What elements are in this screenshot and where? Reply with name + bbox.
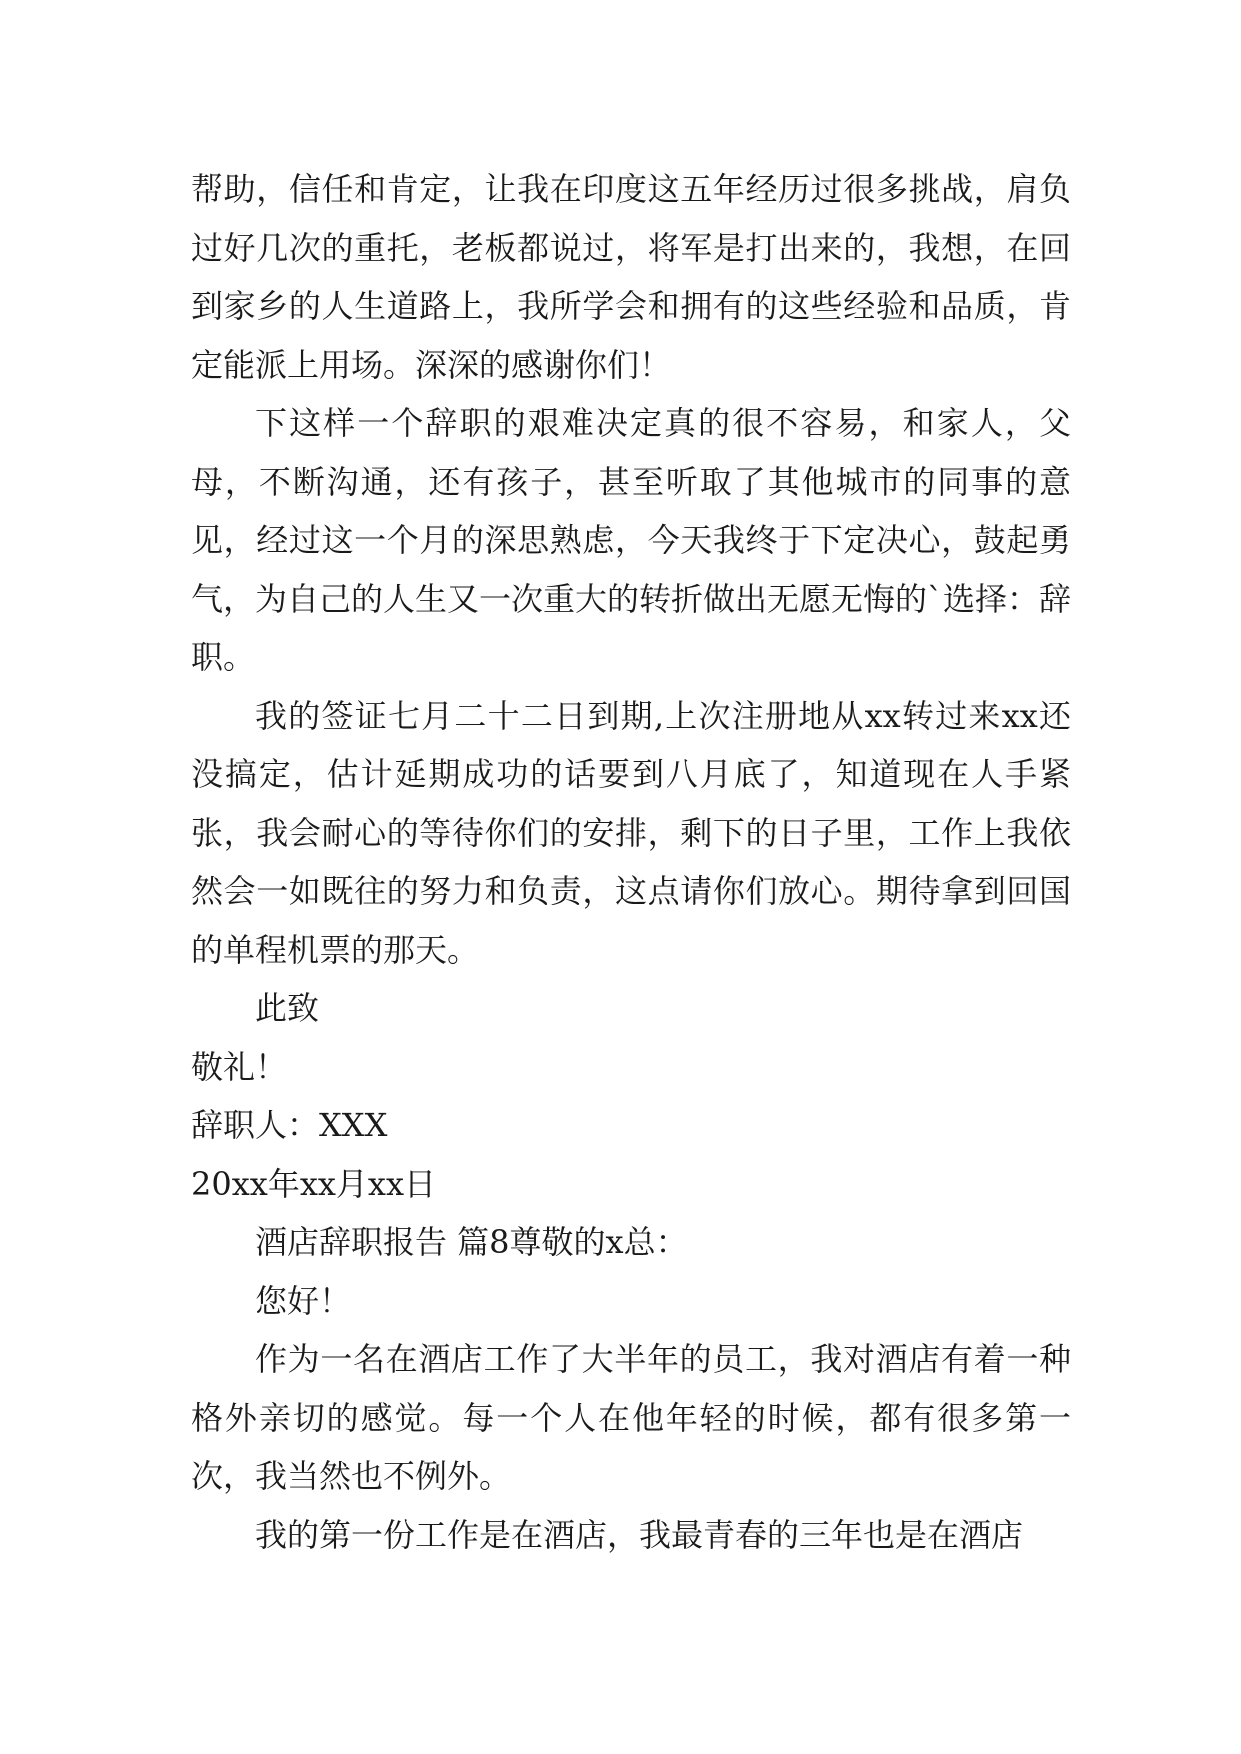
document-body [191,160,1071,1564]
paragraph-first-job: 我的第一份工作是在酒店，我最青春的三年也是在酒店 [255,1515,1024,1554]
closing-salutation: 此致 [255,989,320,1027]
report-heading: 酒店辞职报告 篇8尊敬的x总： [255,1223,688,1261]
closing-regards: 敬礼！ [191,1047,288,1086]
paragraph-decision: 下这样一个辞职的艰难决定真的很不容易，和家人，父母，不断沟通，还有孩子，甚至听取了其他城市的同事的意见，经过这一个月的深思熟虑，今天我终于下定决心，鼓起勇气，为自己的人生又一次重大的转折做出无愿无悔的`选择：辞职。 [191,404,1072,676]
paragraph-gratitude: 帮助，信任和肯定，让我在印度这五年经历过很多挑战，肩负过好几次的重托，老板都说过，将军是打出来的，我想，在回到家乡的人生道路上，我所学会和拥有的这些经验和品质，肯定能派上用场。深深的感谢你们！ [191,170,1071,384]
date-line: 20xx年xx月xx日 [191,1164,437,1203]
paragraph-introduction: 作为一名在酒店工作了大半年的员工，我对酒店有着一种格外亲切的感觉。每一个人在他年轻的时候，都有很多第一次，我当然也不例外。 [191,1340,1071,1495]
signature-line: 辞职人：XXX [191,1106,388,1144]
paragraph-visa: 我的签证七月二十二日到期,上次注册地从xx转过来xx还没搞定，估计延期成功的话要到八月底了，知道现在人手紧张，我会耐心的等待你们的安排，剩下的日子里，工作上我依然会一如既往的努力和负责，这点请你们放心。期待拿到回国的单程机票的那天。 [191,696,1071,969]
greeting: 您好！ [255,1281,352,1320]
